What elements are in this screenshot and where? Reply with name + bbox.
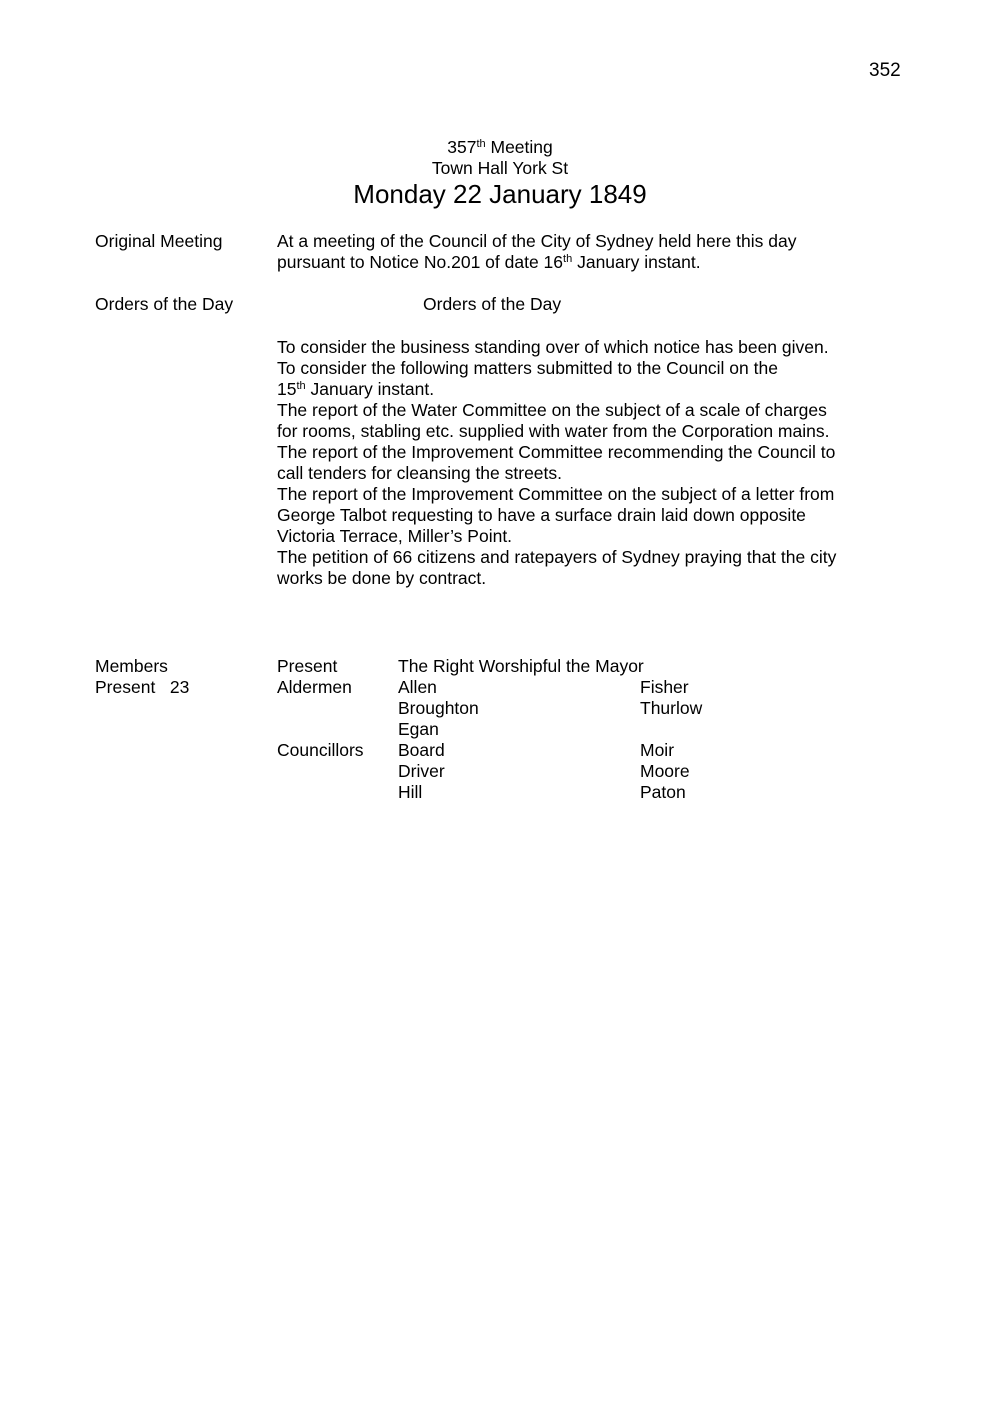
meeting-number: [0, 137, 1000, 158]
order-item-5: The report of the Improvement Committee on the subject of a letter from George Talbot requesting to have a surface drain laid down opposite Victoria Terrace, Miller’s Point.: [277, 484, 835, 546]
alderman-name: Egan: [398, 719, 439, 739]
councillor-name: Paton: [640, 782, 686, 802]
aldermen-label: Aldermen: [277, 677, 352, 697]
order-item-4: The report of the Improvement Committee recommending the Council to call tenders for cleansing the streets.: [277, 442, 836, 483]
councillor-name: Driver: [398, 761, 445, 781]
present-label: Present: [277, 656, 338, 676]
original-meeting-line-1: At a meeting of the Council of the City of Sydney held here this day: [277, 231, 797, 251]
order-item-3: The report of the Water Committee on the subject of a scale of charges for rooms, stabling etc. supplied with water from the Corporation mains.: [277, 400, 830, 441]
page-number: 352: [869, 60, 901, 81]
councillors-label: Councillors: [277, 740, 364, 760]
meeting-date: Monday 22 January 1849: [353, 179, 647, 209]
orders-of-the-day-heading: Orders of the Day: [423, 294, 562, 314]
councillor-name: Moir: [640, 740, 675, 760]
original-meeting-line-2: [277, 252, 852, 273]
original-meeting-line-2-end: January instant.: [572, 252, 701, 272]
alderman-name: Thurlow: [640, 698, 703, 718]
original-meeting-line-2-sup: th: [563, 253, 573, 265]
meeting-number-value: 357: [447, 137, 477, 157]
order-item-2: To consider the following matters submitted to the Council on the: [277, 358, 778, 378]
alderman-name: Allen: [398, 677, 437, 697]
order-item-2-date: [277, 379, 852, 400]
mayor: The Right Worshipful the Mayor: [398, 656, 644, 676]
meeting-venue: Town Hall York St: [431, 158, 569, 178]
order-item-1: To consider the business standing over of which notice has been given.: [277, 337, 829, 357]
original-meeting-line-2-start: pursuant to Notice No.201 of date 16: [277, 252, 564, 272]
alderman-name: Fisher: [640, 677, 689, 697]
original-meeting-text: [277, 231, 852, 273]
meeting-word: Meeting: [485, 137, 553, 157]
councillor-name: Moore: [640, 761, 690, 781]
order-item-2-date-sup: th: [296, 380, 306, 392]
orders-list: [277, 337, 852, 589]
order-item-2-date-num: 15: [277, 379, 297, 399]
alderman-name: Broughton: [398, 698, 479, 718]
meeting-number-suffix: th: [476, 138, 486, 150]
order-item-2-date-rest: January instant.: [305, 379, 435, 399]
orders-of-the-day-label: Orders of the Day: [95, 294, 234, 314]
members-label-line-2: Present 23: [95, 677, 190, 697]
order-item-6: The petition of 66 citizens and ratepayers of Sydney praying that the city works be done by contract.: [277, 547, 837, 588]
councillor-name: Board: [398, 740, 445, 760]
original-meeting-label: Original Meeting: [95, 231, 223, 251]
members-label-line-1: Members: [95, 656, 168, 676]
councillor-name: Hill: [398, 782, 423, 802]
